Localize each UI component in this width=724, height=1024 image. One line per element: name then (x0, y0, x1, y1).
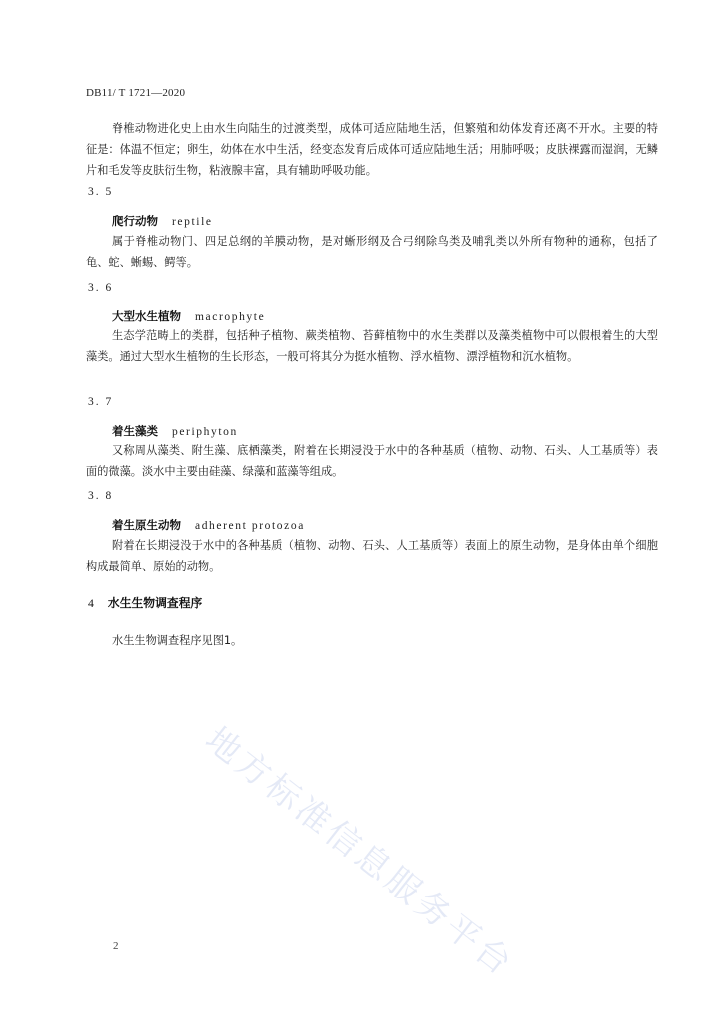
watermark: 地方标准信息服务平台 (197, 719, 522, 985)
document-code: DB11/ T 1721—2020 (86, 87, 186, 99)
definition-reptile: 属于脊椎动物门、四足总纲的羊膜动物，是对蜥形纲及合弓纲除鸟类及哺乳类以外所有物种的通称，包括了龟、蛇、蜥蜴、鳄等。 (86, 235, 658, 269)
term-zh: 爬行动物 (112, 214, 158, 228)
term-adherent-protozoa (112, 517, 305, 533)
term-en: reptile (172, 216, 213, 228)
term-zh: 着生原生动物 (112, 518, 181, 532)
term-zh: 着生藻类 (112, 424, 158, 438)
intro-paragraph: 脊椎动物进化史上由水生向陆生的过渡类型，成体可适应陆地生活，但繁殖和幼体发育还离不开水。主要的特征是：体温不恒定；卵生，幼体在水中生活，经变态发育后成体可适应陆地生活；用肺呼吸；皮肤裸露而湿润，无鳞片和毛发等皮肤衍生物，粘液腺丰富，具有辅助呼吸功能。 (86, 122, 658, 177)
section-4-heading (88, 594, 202, 611)
page-number: 2 (113, 940, 119, 952)
section-number-3-5: 3. 5 (88, 186, 114, 198)
term-en: adherent protozoa (195, 520, 305, 532)
term-reptile (112, 213, 213, 229)
section-4-title: 水生生物调查程序 (107, 596, 203, 610)
term-periphyton (112, 423, 238, 439)
term-en: periphyton (172, 426, 238, 438)
term-en: macrophyte (195, 311, 266, 323)
section-4-number: 4 (88, 596, 94, 610)
definition-adherent-protozoa: 附着在长期浸没于水中的各种基质（植物、动物、石头、人工基质等）表面上的原生动物，是身体由单个细胞构成最简单、原始的动物。 (86, 539, 658, 573)
section-number-3-6: 3. 6 (88, 282, 114, 294)
term-macrophyte (112, 308, 265, 324)
term-zh: 大型水生植物 (112, 309, 181, 323)
section-number-3-8: 3. 8 (88, 490, 114, 502)
section-number-3-7: 3. 7 (88, 396, 114, 408)
definition-periphyton: 又称周从藻类、附生藻、底栖藻类，附着在长期浸没于水中的各种基质（植物、动物、石头、人工基质等）表面的微藻。淡水中主要由硅藻、绿藻和蓝藻等组成。 (86, 444, 658, 478)
section-4-body: 水生生物调查程序见图1。 (112, 634, 243, 647)
definition-macrophyte: 生态学范畴上的类群，包括种子植物、蕨类植物、苔藓植物中的水生类群以及藻类植物中可以假根着生的大型藻类。通过大型水生植物的生长形态，一般可将其分为挺水植物、浮水植物、漂浮植物和沉水植物。 (86, 329, 658, 363)
